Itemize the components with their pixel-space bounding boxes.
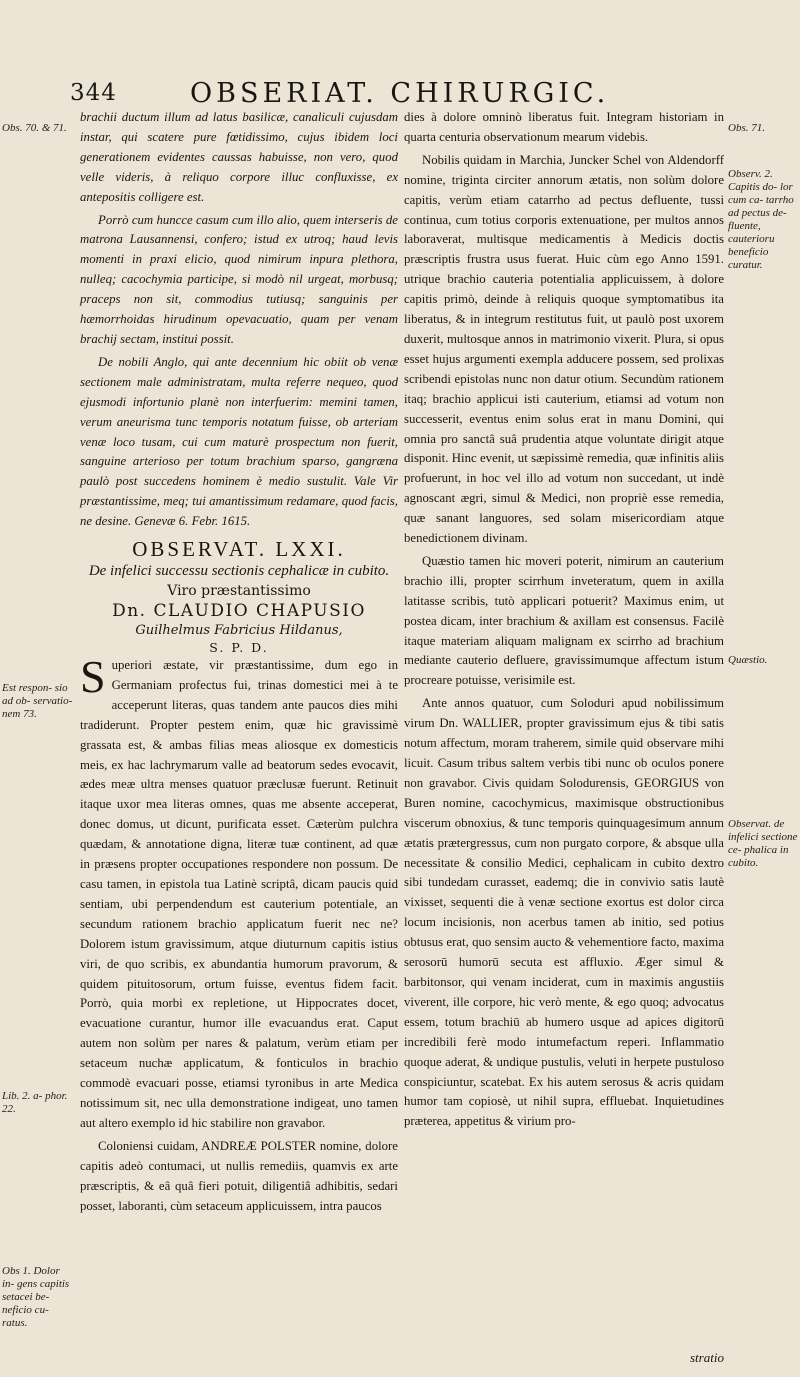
margin-note-observat: Observat. de infelici sectione ce- phalica in cubito. (728, 818, 798, 869)
margin-note-aphor: Lib. 2. a- phor. 22. (2, 1090, 68, 1115)
left-paragraph-2: Porrò cum huncce casum cum illo alio, quem interseris de matrona Lausannensi, confero; istud ex utroq; haud levis momenti in praxi elicio, quod nimirum inpura plethora, nulleq; cacochymia participe, si modò nil urgeat, morbusq; praceps non sit, commodius tutiusq; sanguinis per hæmorrhoidas hirudinum opevacuatio, quam per venam brachij sectam, institui possit. (80, 212, 398, 346)
left-paragraph-4 (80, 651, 398, 1134)
page-number: 344 (70, 80, 117, 106)
observation-subtitle: De infelici successu sectionis cephalicæ in cubito. (88, 563, 390, 580)
margin-note-quaestio: Quæstio. (728, 654, 768, 666)
margin-note-obs-71: Obs. 71. (728, 122, 765, 134)
right-paragraph-2: Nobilis quidam in Marchia, Juncker Schel von Aldendorff nomine, triginta circiter annorum ætatis, non solùm dolore capitis, verùm etiam catarrho ad pectus defluente, tussi continua, cum totius corporis extenuatione, per multos annos laboraverat, multisque medicamentis à Medicis doctis præscriptis frustra usus fuerat. Huic cùm ego Anno 1591. utrique brachio cauteria potentialia applicuissem, à dolore capitis primò, deinde à reliquis quoque symptomatibus ita liberatus, & in integrum restitutus fuit, ut paulò post uxorem duxerit, multosque annos in matrimonio vixerit. Plura, si opus esset hujus argumenti exempla adducere possem, sed prolixas scribendi epistolas nunc non datur otium. Secundùm rationem itaq; brachio applicui isti cauterium, etiamsi ad votum non successerit, eventus enim solus erat in manu Domini, qui omnia pro sanctâ suâ prudentia atque voluntate dirigit atque disponit. Hinc evenit, ut sæpissimè remedia, quæ infinitis aliis profuerunt, in hoc vel illo ad votum non succedant, ut indè agnoscant ægri, simul & Medici, non propriè esse remedia, quæ sanant languores, sed solam misericordiam atque benedictionem divinam. (404, 152, 724, 546)
margin-note-obs-70-71: Obs. 70. & 71. (2, 122, 67, 134)
margin-note-obs-1: Obs 1. Dolor in- gens capitis setacei be- neficio cu- ratus. (2, 1265, 70, 1329)
drop-cap: S (80, 651, 106, 703)
salutation-addressee: Dn. CLAUDIO CHAPUSIO (112, 601, 366, 622)
left-paragraph-3: De nobili Anglo, qui ante decennium hic obiit ob venæ sectionem male administratam, multa referre nequeo, quod ejusmodi infortunio planè non interfuerim: memini tamen, verum aneurisma tunc temporis notatum fuisse, ob arteriam venæ loco tusam, cui cum maturè prospectum non fuerit, sanguine arterioso per totum brachium sparso, gangræna paulò post succedens hominem è medio sustulit. Vale Vir præstantissime, meq; tui amantissimum redamare, quod facis, ne desine. Genevæ 6. Febr. 1615. (80, 354, 398, 529)
margin-note-responsio: Est respon- sio ad ob- servatio- nem 73. (2, 682, 73, 720)
running-title: OBSERIAT. CHIRURGIC. (190, 78, 610, 109)
catchword: stratio (690, 1350, 724, 1365)
left-paragraph-1: brachii ductum illum ad latus basilicæ, canaliculi cujusdam instar, qui scatere pure fœtidissimo, cujus ibidem loci generationem evidentes caussas habuisse, non vero, quod velle videris, à reliquo corpore illuc confluxisse, ex antepositis colligere est. (80, 110, 398, 204)
salutation-line-1: Viro præstantissimo (167, 583, 311, 600)
right-paragraph-3: Quæstio tamen hic moveri poterit, nimirum an cauterium brachio illi, propter scirrhum inveteratum, quem in axilla latitasse scribis, tutò applicari potuerit? Maximus enim, ut postea dicam, inter brachium & axillam est consensus. Facilè itaque materiam aliquam malignam ex scirrho ad brachium mediante cauterio defluere, gravissimumque affectum istum procreare potuisse, verisimile est. (404, 553, 724, 688)
right-paragraph-1: dies à dolore omninò liberatus fuit. Integram historiam in quarta centuria observationum mearum videbis. (404, 110, 724, 144)
left-paragraph-4-text: uperiori æstate, vir præstantissime, dum ego in Germaniam profectus fui, trinas domestici mei à te acceperunt literas, quas tandem ante paucos dies mihi tradiderunt. Propter pestem enim, quæ hic gravissimè grassata est, & ambas filias meas aliosque ex domesticis meis, ex hac lachrymarum valle ad beatorum sedes evocavit, ædes meæ ultra menses quatuor præclusæ fuerunt. Retinuit itaque uxor mea literas omnes, quas me absente acceperat, donec domus, ut dicunt, purificata esset. Cæterùm pulchra quædam, & annotatione digna, literæ tuæ continent, ad quæ in præsens propter occupationes respondere non possum. De casu tamen, in epistola tua Latinè scriptâ, dicam paucis quid sentiam, ubi perpendendum est cauterium potentiale, an secundum rationem brachio applicatum fuerit nec ne? Dolorem istum gravissimum, atque diuturnum capitis istius viri, de quo scribis, ex abundantia humorum pravorum, & quidem pituitosorum, ortum fuisse, eventus fidem facit. Porrò, quia morbi ex repletione, ut Hippocrates docet, evacuatione curantur, humor ille evacuandus erat. Caput autem non solùm per nares & palatum, verùm etiam per setaceum nuchæ applicatum, & fonticulos in brachio commodè evacuari posse, etiamsi tyronibus in arte Medica notissimum sit, nec ulla demonstratione indigeat, uno tamen aut altero exemplo id hic stabilire non gravabor. (80, 658, 398, 1130)
margin-note-obs-2: Observ. 2. Capitis do- lor cum ca- tarrho ad pectus de- fluente, cauterioru beneficio curatur. (728, 168, 794, 271)
salutation-spd: S. P. D. (209, 640, 269, 656)
salutation-author: Guilhelmus Fabricius Hildanus, (135, 623, 343, 639)
observation-heading: OBSERVAT. LXXI. (132, 537, 346, 562)
left-paragraph-5: Coloniensi cuidam, ANDREÆ POLSTER nomine, dolore capitis adeò contumaci, ut nullis remediis, quamvis ex arte præscriptis, & eâ quâ fieri potuit, diligentiâ adhibitis, sedari posset, laboranti, cùm setaceum applicuissem, intra paucos (80, 1138, 398, 1213)
right-paragraph-4: Ante annos quatuor, cum Soloduri apud nobilissimum virum Dn. WALLIER, propter gravissimum ejus & tibi satis notum affectum, moram traherem, simile quid observare mihi licuit. Casum tribus saltem verbis tibi nunc ob oculos ponere non gravabor. Civis quidam Solodurensis, GEORGIUS von Buren nomine, cacochymicus, maximisque obstructionibus viscerum obnoxius, & tunc temporis quinquagesimum annum ætatis prætergressus, cum non purgato corpore, & absque ulla necessitate & consilio Medici, cephalicam in cubito dextro sibi tundedam curasset, eademq; die in convivio satis lautè vixisset, sequenti die à venæ sectione exortus est dolor circa locum incisionis, non acerbus tamen ab initio, sed potius obtusus erat, quo sensim aucto & vehementiore facto, maxima serosorū humorū secuta est affluxio. Æger simul & barbitonsor, qui venam inciderat, cum in maximis angustiis viverent, ille corpore, hic verò mente, & ego quoq; advocatus essem, totum brachiū ab humero usque ad apices digitorū incredibili ferè modo intumefactum reperi. Inflammatio quoque aderat, & undique pustulis, veluti in herpete pustuloso conspiciuntur, scatebat. Ex his autem serosus & acris quidam humor tam copiosè, ut nihil supra, effluebat. Inquietudines præterea, appetitus & virium pro- (404, 696, 724, 1129)
right-column (404, 108, 724, 1132)
left-column (80, 108, 398, 1216)
